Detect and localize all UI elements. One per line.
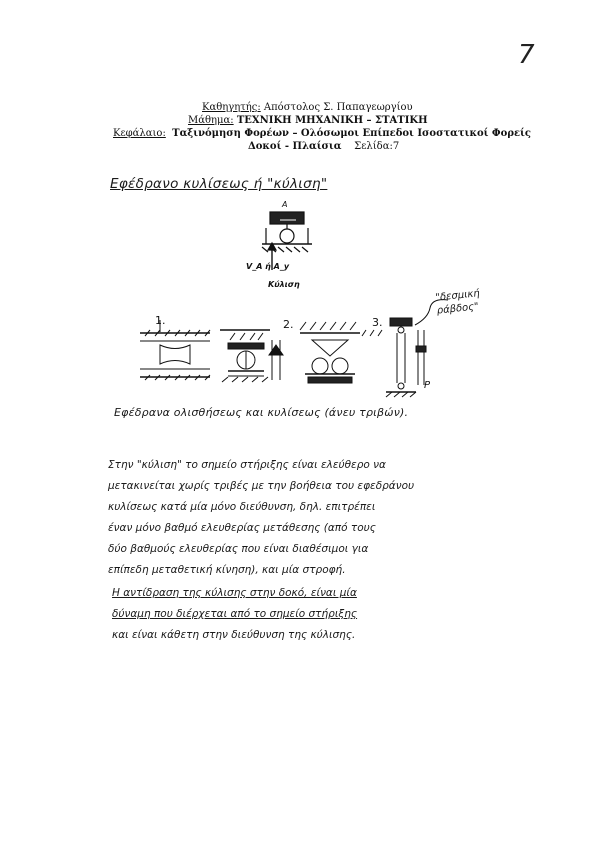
chapter-name-line2: Δοκοί - Πλαίσια (248, 141, 342, 152)
paragraph-line: Στην "κύλιση" το σημείο στήριξης είναι ελεύθερο να (108, 459, 386, 471)
bearing-label-3: 3. (372, 316, 383, 329)
paragraph-line: επίπεδη μεταθετική κίνηση), και μία στροφή. (108, 564, 346, 576)
paragraph-line: δύναμη που διέρχεται από το σημείο στήριξης (112, 608, 358, 620)
paragraph-line: Η αντίδραση της κύλισης στην δοκό, είναι μία (112, 587, 357, 599)
paragraph-line: μετακινείται χωρίς τριβές με την βοήθεια του εφεδράνου (108, 480, 415, 492)
bearing-label-2: 2. (283, 318, 294, 331)
roller-caption: Κύλιση (268, 280, 300, 289)
p-label: P (424, 380, 431, 391)
course-label: Μάθημα: (188, 115, 234, 126)
instructor-label: Καθηγητής: (202, 102, 261, 113)
section-title: Εφέδρανο κυλίσεως ή "κύλιση" (110, 176, 328, 192)
bearing-label-1: 1. (155, 314, 166, 327)
paragraph-line: δύο βαθμούς ελευθερίας που είναι διαθέσιμοι για (108, 543, 369, 555)
paragraph-line: και είναι κάθετη στην διεύθυνση της κύλισης. (112, 629, 356, 641)
page-label: Σελίδα:7 (354, 141, 400, 152)
chapter-name: Ταξινόμηση Φορέων – Ολόσωμοι Επίπεδοι Ισοστατικοί Φορείς (172, 128, 531, 139)
paragraph-line: κυλίσεως κατά μία μόνο διεύθυνση, δηλ. επιτρέπει (108, 501, 376, 513)
page-number: 7 (518, 40, 535, 70)
bearings-subtitle: Εφέδρανα ολισθήσεως και κυλίσεως (άνευ τριβών). (114, 406, 409, 419)
instructor-name: Απόστολος Σ. Παπαγεωργίου (263, 102, 413, 113)
reaction-label: V_A ή A_y (246, 262, 290, 271)
paragraph-reaction-description (112, 583, 512, 646)
paragraph-roller-description (108, 455, 508, 581)
course-name: ΤΕΧΝΙΚΗ ΜΗΧΑΝΙΚΗ – ΣΤΑΤΙΚΗ (236, 115, 428, 126)
chapter-label: Κεφάλαιο: (113, 128, 166, 139)
paragraph-line: έναν μόνο βαθμό ελευθερίας μετάθεσης (από τους (108, 522, 376, 534)
point-a-label: A (282, 200, 288, 209)
bearing-types-figure (140, 300, 448, 397)
link-rod-annotation: "δεσμική ράβδος" (434, 288, 481, 317)
